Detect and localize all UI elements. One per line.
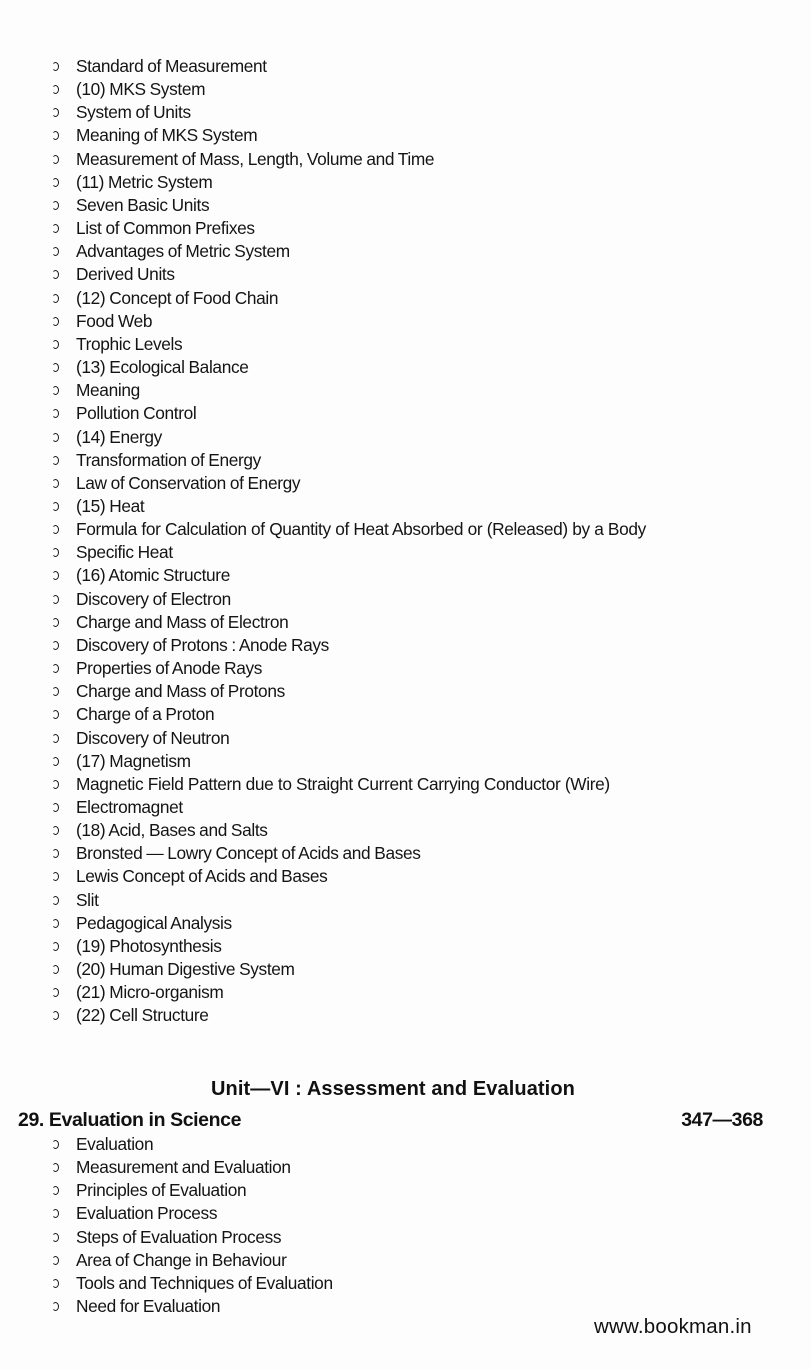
bullet-icon: [52, 641, 59, 650]
list-item: [50, 981, 660, 1004]
list-item: [50, 495, 660, 518]
item-text: (21) Micro-organism: [76, 982, 224, 1003]
list-item: [50, 148, 660, 171]
item-text: (14) Energy: [76, 426, 162, 447]
chapter-topic-list: [50, 1133, 660, 1318]
list-item: [50, 217, 660, 240]
list-item: [50, 124, 660, 147]
bullet-icon: [52, 1279, 59, 1288]
list-item: [50, 1179, 660, 1202]
item-text: Seven Basic Units: [76, 194, 210, 215]
list-item: [50, 634, 660, 657]
list-item: [50, 356, 660, 379]
item-text: Tools and Techniques of Evaluation: [76, 1272, 333, 1293]
list-item: [50, 101, 660, 124]
item-text: Specific Heat: [76, 542, 173, 563]
bullet-icon: [52, 687, 59, 696]
item-text: Evaluation Process: [76, 1203, 218, 1224]
list-item: [50, 611, 660, 634]
item-text: Meaning of MKS System: [76, 125, 258, 146]
bullet-icon: [52, 1209, 59, 1218]
bullet-icon: [52, 409, 59, 418]
bullet-icon: [52, 849, 59, 858]
list-item: [50, 1249, 660, 1272]
list-item: [50, 310, 660, 333]
item-text: Trophic Levels: [76, 333, 183, 354]
item-text: (15) Heat: [76, 495, 145, 516]
item-text: Charge of a Proton: [76, 704, 215, 725]
list-item: [50, 1226, 660, 1249]
list-item: [50, 842, 660, 865]
bullet-icon: [52, 595, 59, 604]
item-text: (19) Photosynthesis: [76, 935, 222, 956]
bullet-icon: [52, 363, 59, 372]
list-item: [50, 564, 660, 587]
list-item: [50, 912, 660, 935]
list-item: [50, 541, 660, 564]
list-item: [50, 171, 660, 194]
item-text: (10) MKS System: [76, 79, 206, 100]
list-item: [50, 819, 660, 842]
bullet-icon: [52, 456, 59, 465]
item-text: System of Units: [76, 102, 191, 123]
bullet-icon: [52, 155, 59, 164]
bullet-icon: [52, 571, 59, 580]
list-item: [50, 263, 660, 286]
list-item: [50, 958, 660, 981]
list-item: [50, 402, 660, 425]
bullet-icon: [52, 965, 59, 974]
bullet-icon: [52, 317, 59, 326]
list-item: [50, 680, 660, 703]
list-item: [50, 1272, 660, 1295]
bullet-icon: [52, 224, 59, 233]
bullet-icon: [52, 1011, 59, 1020]
bullet-icon: [52, 1256, 59, 1265]
item-text: (13) Ecological Balance: [76, 357, 249, 378]
item-text: (18) Acid, Bases and Salts: [76, 820, 268, 841]
item-text: Discovery of Neutron: [76, 727, 230, 748]
bullet-icon: [52, 872, 59, 881]
item-text: Bronsted — Lowry Concept of Acids and Bases: [76, 843, 421, 864]
bullet-icon: [52, 1163, 59, 1172]
bullet-icon: [52, 85, 59, 94]
list-item: [50, 657, 660, 680]
list-item: [50, 1202, 660, 1225]
item-text: Area of Change in Behaviour: [76, 1249, 287, 1270]
list-item: [50, 865, 660, 888]
item-text: Standard of Measurement: [76, 56, 267, 76]
bullet-icon: [52, 826, 59, 835]
item-text: Food Web: [76, 310, 153, 331]
item-text: Magnetic Field Pattern due to Straight Current Carrying Conductor (Wire): [76, 773, 610, 794]
chapter-heading: [18, 1108, 763, 1132]
list-item: [50, 935, 660, 958]
item-text: Advantages of Metric System: [76, 241, 290, 262]
item-text: Formula for Calculation of Quantity of Heat Absorbed or (Released) by a Body: [76, 519, 646, 540]
bullet-icon: [52, 896, 59, 905]
bullet-icon: [52, 479, 59, 488]
item-text: (12) Concept of Food Chain: [76, 287, 279, 308]
bullet-icon: [52, 433, 59, 442]
website-link[interactable]: www.bookman.in: [594, 1315, 752, 1338]
list-item: [50, 1156, 660, 1179]
bullet-icon: [52, 734, 59, 743]
bullet-icon: [52, 201, 59, 210]
list-item: [50, 773, 660, 796]
bullet-icon: [52, 803, 59, 812]
bullet-icon: [52, 386, 59, 395]
item-text: Charge and Mass of Protons: [76, 681, 285, 702]
list-item: [50, 703, 660, 726]
bullet-icon: [52, 548, 59, 557]
item-text: (17) Magnetism: [76, 750, 191, 771]
item-text: (16) Atomic Structure: [76, 565, 230, 586]
item-text: Properties of Anode Rays: [76, 658, 263, 679]
list-item: [50, 518, 660, 541]
list-item: [50, 55, 660, 78]
bullet-icon: [52, 62, 59, 71]
bullet-icon: [52, 340, 59, 349]
topic-list: [50, 55, 660, 1028]
item-text: Transformation of Energy: [76, 449, 261, 470]
item-text: Pedagogical Analysis: [76, 912, 232, 933]
bullet-icon: [52, 618, 59, 627]
list-item: [50, 588, 660, 611]
bullet-icon: [52, 710, 59, 719]
item-text: Lewis Concept of Acids and Bases: [76, 866, 328, 887]
bullet-icon: [52, 525, 59, 534]
item-text: List of Common Prefixes: [76, 218, 255, 239]
list-item: [50, 240, 660, 263]
list-item: [50, 426, 660, 449]
item-text: Pollution Control: [76, 403, 197, 424]
list-item: [50, 78, 660, 101]
chapter-title: 29. Evaluation in Science: [18, 1109, 242, 1131]
bullet-icon: [52, 294, 59, 303]
bullet-icon: [52, 988, 59, 997]
item-text: Law of Conservation of Energy: [76, 472, 301, 493]
bullet-icon: [52, 664, 59, 673]
list-item: [50, 1295, 660, 1318]
list-item: [50, 287, 660, 310]
list-item: [50, 1133, 660, 1156]
bullet-icon: [52, 1302, 59, 1311]
chapter-pages: 347—368: [681, 1109, 763, 1131]
bullet-icon: [52, 108, 59, 117]
bullet-icon: [52, 1140, 59, 1149]
list-item: [50, 449, 660, 472]
item-text: Electromagnet: [76, 797, 183, 817]
list-item: [50, 889, 660, 912]
unit-heading: Unit—VI : Assessment and Evaluation: [211, 1078, 575, 1100]
list-item: [50, 750, 660, 773]
item-text: (20) Human Digestive System: [76, 959, 295, 980]
bullet-icon: [52, 942, 59, 951]
item-text: Slit: [76, 889, 99, 910]
item-text: Discovery of Electron: [76, 588, 231, 609]
list-item: [50, 1004, 660, 1027]
list-item: [50, 796, 660, 819]
item-text: Measurement and Evaluation: [76, 1157, 291, 1178]
bullet-icon: [52, 178, 59, 187]
list-item: [50, 727, 660, 750]
list-item: [50, 194, 660, 217]
item-text: (22) Cell Structure: [76, 1005, 209, 1026]
bullet-icon: [52, 247, 59, 256]
item-text: Principles of Evaluation: [76, 1180, 247, 1201]
item-text: Steps of Evaluation Process: [76, 1226, 282, 1247]
bullet-icon: [52, 757, 59, 766]
item-text: Derived Units: [76, 264, 175, 285]
bullet-icon: [52, 131, 59, 140]
bullet-icon: [52, 780, 59, 789]
item-text: Charge and Mass of Electron: [76, 611, 289, 632]
item-text: (11) Metric System: [76, 171, 213, 192]
list-item: [50, 472, 660, 495]
bullet-icon: [52, 270, 59, 279]
list-item: [50, 333, 660, 356]
list-item: [50, 379, 660, 402]
bullet-icon: [52, 919, 59, 928]
bullet-icon: [52, 1233, 59, 1242]
item-text: Evaluation: [76, 1134, 154, 1154]
item-text: Discovery of Protons : Anode Rays: [76, 634, 329, 655]
bullet-icon: [52, 1186, 59, 1195]
item-text: Measurement of Mass, Length, Volume and Time: [76, 148, 435, 169]
item-text: Meaning: [76, 380, 140, 401]
bullet-icon: [52, 502, 59, 511]
item-text: Need for Evaluation: [76, 1296, 221, 1317]
